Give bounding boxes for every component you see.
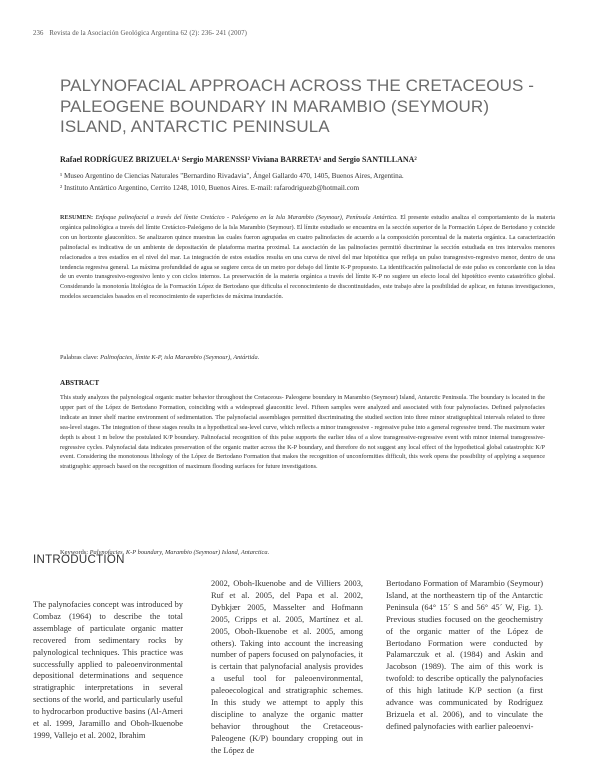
column-3 [386,578,543,733]
resumen-title: Enfoque palinofacial a través del límite Cretácico - Paleógeno en la Isla Marambio (Seymour), Península Antártica. [95,214,398,221]
author-list: Rafael RODRÍGUEZ BRIZUELA¹ Sergio MARENSSI² Viviana BARRETA¹ and Sergio SANTILLANA² [60,155,417,164]
palabras-clave [60,354,259,361]
affiliation-1: ¹ Museo Argentino de Ciencias Naturales "Bernardino Rivadavia", Ángel Gallardo 470, 1405, Buenos Aires, Argentina. [60,172,404,180]
running-head [33,30,247,37]
palabras-clave-terms: Palinofacies, límite K-P, isla Marambio (Seymour), Antártida. [100,354,260,361]
abstract-heading: ABSTRACT [60,379,100,387]
paper-title: PALYNOFACIAL APPROACH ACROSS THE CRETACEOUS - PALEOGENE BOUNDARY IN MARAMBIO (SEYMOUR) ISLAND, ANTARCTIC PENINSULA [60,76,535,136]
column-1 [33,577,183,742]
affiliation-2: ² Instituto Antártico Argentino, Cerrito 1248, 1010, Buenos Aires. E-mail: rafarodriguezb@hotmail.com [60,184,360,192]
intro-paragraph-col3: Bertodano Formation of Marambio (Seymour) Island, at the northeastern tip of the Antarctic Peninsula (64° 15´ S and 56° 45´ W, Fig. 1). Previous studies focused on the geochemistry of the organic matter of the López de Bertodano Formation were conducted by Palamarczuk et al. (1984) and Askin and Jacobson (1989). The aim of this work is twofold: to describe optically the palynofacies of this high latitude K/P section (a first advance was communicated by Rodríguez Brizuela et al. 2006), and to vinculate the defined palynofacies with earlier paleoenvi- [386,579,543,731]
abstract-body: This study analyzes the palynological organic matter behavior throughout the Cretaceous- Paleogene boundary in Marambio (Seymour) Island, Antarctic Peninsula. The boundary is located in the upper part of the López de Bertodano Formation, coinciding with a widespread glauconitic level. Fifteen samples were analyzed and associated with four palynofacies. Defined palynofacies indicate an inner shelf marine environment of sedimentation. The palynofacial assemblages permitted discriminating the studied section into three minor stratigraphical intervals related to three sea-level stages. The integration of these stages results in a hypothetical sea-level curve, which reflects a minor transgressive - regressive pulse into a general regressive trend. The maximum water depth is about 1 m below the postulated K/P boundary. Palinofacial recognition of this pulse supports the earlier idea of a slow transgressive-regressive event with minor internal transgressive-regressive cycles. Palynofacial data indicates preservation of the organic matter across the K-P boundary, and therefore do not suggest any local effect of the hypothetical global catastrophic K/P event. Considering the monotonous lithology of the López de Bertodano Formation that makes the recognition of unconformities difficult, this work opens the possibility of applying a sequence stratigraphic approach based on the recognition of maximum flooding surfaces for future investigations. [60,394,545,471]
intro-paragraph-col1: The palynofacies concept was introduced by Combaz (1964) to describe the total assemblage of particulate organic matter recovered from sedimentary rocks by palynological techniques. This practice was successfully applied to paleoenvironmental depositional determinations and sequence stratigraphic interpretations in several sections of the world, and particularly useful to hydrocarbon productive basins (Al-Ameri et al. 1999, Jaramillo and Oboh-Ikuenobe 1999, Vallejo et al. 2002, Ibrahim [33,600,183,740]
page-number: 236 [33,30,44,37]
intro-paragraph-col2: 2002, Oboh-Ikuenobe and de Villiers 2003, Ruf et al. 2005, del Papa et al. 2002, Dybkjær 2005, Masselter and Hofmann 2005, Cripps et al. 2005, Martínez et al. 2005, Oboh-Ikuenobe et al. 2005, among others). Taking into account the increasing number of papers focused on palynofacies, it is certain that palynofacial analysis provides a useful tool for paleoenvironmental, paleoecological and stratigraphic schemes. In this study we attempt to apply this discipline to analyze the organic matter behavior throughout the Cretaceous-Paleogene (K/P) boundary cropping out in the López de [211,579,363,755]
palabras-clave-label: Palabras clave: [60,354,99,361]
keywords-label: Keywords: [60,549,89,556]
resumen-body: El presente estudio analiza el comportamiento de la materia orgánica palinológica a través del límite Cretácico-Paleógeno de la Isla Marambio (Seymour). El límite estudiado se encuentra en la sección superior de la Formación López de Bertodano y coincide con un horizonte glauconítico. Se analizaron quince muestras las cuales fueron agrupadas en cuatro palinofacies de acuerdo a la composición porcentual de la materia orgánica. La caracterización palinofacial es indicativa de un ambiente de depositación de plataforma marina proximal. La asociación de las palinofacies permitió discriminar la sección estudiada en tres intervalos menores relacionados a tres estadíos en el nivel del mar. La integración de estos estadíos resulta en una curva de nivel del mar hipotética que refleja un pulso transgresivo-regresivo menor, dentro de una tendencia regresiva general. La máxima profundidad de agua se sugiere cerca de un metro por debajo del límite K-P propuesto. La identificación palinofacial de este pulso es concordante con la idea de un evento transgresivo-regresivo lento y con ciclos internos. La preservación de la materia orgánica a través del límite K-P no sugiere un efecto local del hipotético evento catastrófico global. Considerando la monotonía litológica de la Formación López de Bertodano que dificulta el reconocimiento de discontinuidades, este trabajo abre la posibilidad de aplicar, en futuras investigaciones, modelos secuenciales basados en el reconocimiento de superficies de máxima inundación. [60,214,556,301]
introduction-heading: INTRODUCTION [33,554,125,566]
journal-citation: Revista de la Asociación Geológica Argentina 62 (2): 236- 241 (2007) [49,30,248,37]
column-2 [211,578,363,757]
resumen-block [60,213,555,302]
resumen-label: RESUMEN: [60,214,94,221]
keywords-terms: Palynofacies, K-P boundary, Marambio (Seymour) Island, Antarctica. [89,549,270,556]
